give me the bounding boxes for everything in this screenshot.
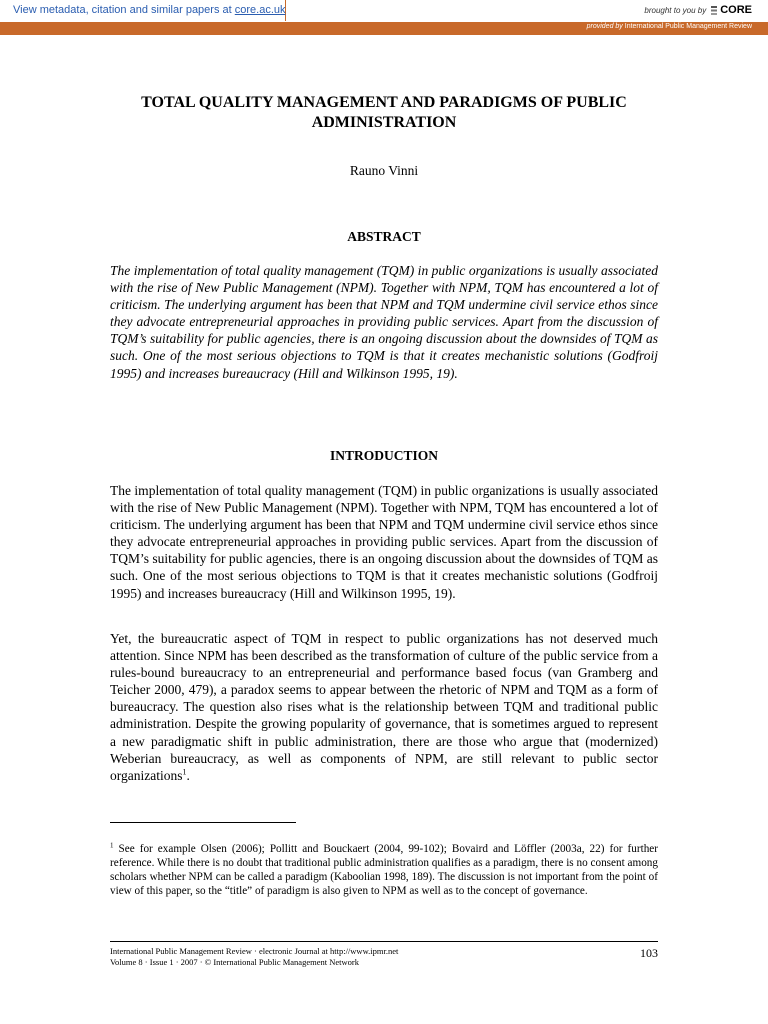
core-logo: CORE bbox=[720, 4, 752, 16]
provided-source: International Public Management Review bbox=[622, 23, 752, 30]
footnote bbox=[110, 842, 658, 898]
metadata-text: View metadata, citation and similar papers at bbox=[13, 4, 235, 16]
footer-divider bbox=[110, 941, 658, 942]
core-metadata-box bbox=[0, 0, 286, 21]
footer-volume-line: Volume 8 · Issue 1 · 2007 · © International Public Management Network bbox=[110, 957, 359, 967]
intro-paragraph-2 bbox=[110, 630, 658, 784]
core-ac-uk-link[interactable]: core.ac.uk bbox=[234, 4, 286, 16]
author-name: Rauno Vinni bbox=[349, 163, 419, 178]
intro-paragraph-2-text: Yet, the bureaucratic aspect of TQM in respect to public organizations has not deserved much attention. Since NPM has been described as the transformation of culture of the public service from a rules-bound bureaucracy to an entrepreneurial and performance based focus (van Gramberg and Teicher 2000, 479), a paradox seems to appear between the rhetoric of NPM and TQM as a form of bureaucracy. The question also rises what is the relationship between TQM and traditional public administration. Despite the growing popularity of governance, that is sometimes argued to represent a new paradigmatic shift in public administration, there are those who argue that (modernized) Weberian bureaucracy, as well as components of NPM, are still relevant to public sector organizations bbox=[110, 631, 658, 783]
introduction-heading: INTRODUCTION bbox=[329, 448, 438, 463]
abstract-text: The implementation of total quality management (TQM) in public organizations is usually associated with the rise of New Public Management (NPM). Together with NPM, TQM has encountered a lot of criticism. The underlying argument has been that NPM and TQM undermine civil service ethos since they advocate entrepreneurial approaches in providing public services. Apart from the discussion of TQM’s suitability for public agencies, there is an ongoing discussion about the downsides of TQM as such. One of the most serious objections to TQM is that it creates mechanistic solutions (Godfroij 1995) and increases bureaucracy (Hill and Wilkinson 1995, 19). bbox=[110, 263, 658, 381]
paper-title: TOTAL QUALITY MANAGEMENT AND PARADIGMS OF PUBLIC ADMINISTRATION bbox=[141, 94, 627, 131]
provided-by-text[interactable] bbox=[587, 23, 752, 30]
footnote-marker: 1 bbox=[110, 841, 114, 850]
footnote-divider bbox=[110, 822, 296, 823]
page-number: 103 bbox=[640, 946, 658, 960]
core-brand[interactable] bbox=[644, 4, 752, 16]
footnote-reference[interactable]: 1 bbox=[182, 767, 187, 777]
abstract-heading: ABSTRACT bbox=[347, 229, 421, 244]
footnote-text: See for example Olsen (2006); Pollitt and Bouckaert (2004, 99-102); Bovaird and Löffler (2003a, 22) for further reference. While there is no doubt that traditional public administration qualifies as a paradigm, there is no consent among scholars whether NPM can be called a paradigm (Kaboolian 1998, 189). The discussion is not important from the point of view of this paper, so the “title” of paradigm is also given to NPM as well as to the concept of governance. bbox=[110, 843, 658, 897]
intro-paragraph-1: The implementation of total quality management (TQM) in public organizations is usually associated with the rise of New Public Management (NPM). Together with NPM, TQM has encountered a lot of criticism. The underlying argument has been that NPM and TQM undermine civil service ethos since they advocate entrepreneurial approaches in providing public services. Apart from the discussion of TQM’s suitability for public agencies, there is an ongoing discussion about the downsides of TQM as such. One of the most serious objections to TQM is that it creates mechanistic solutions (Godfroij 1995) and increases bureaucracy (Hill and Wilkinson 1995, 19). bbox=[110, 483, 658, 601]
core-metadata-link[interactable] bbox=[13, 4, 286, 16]
core-banner bbox=[0, 0, 768, 23]
provided-prefix: provided by bbox=[586, 23, 623, 30]
provided-by-bar bbox=[0, 22, 768, 35]
footer-journal-line: International Public Management Review · electronic Journal at http://www.ipmr.net bbox=[110, 946, 399, 956]
brought-to-you-label: brought to you by bbox=[644, 5, 707, 15]
core-logo-icon bbox=[710, 5, 718, 16]
intro-paragraph-2-end: . bbox=[186, 767, 190, 783]
